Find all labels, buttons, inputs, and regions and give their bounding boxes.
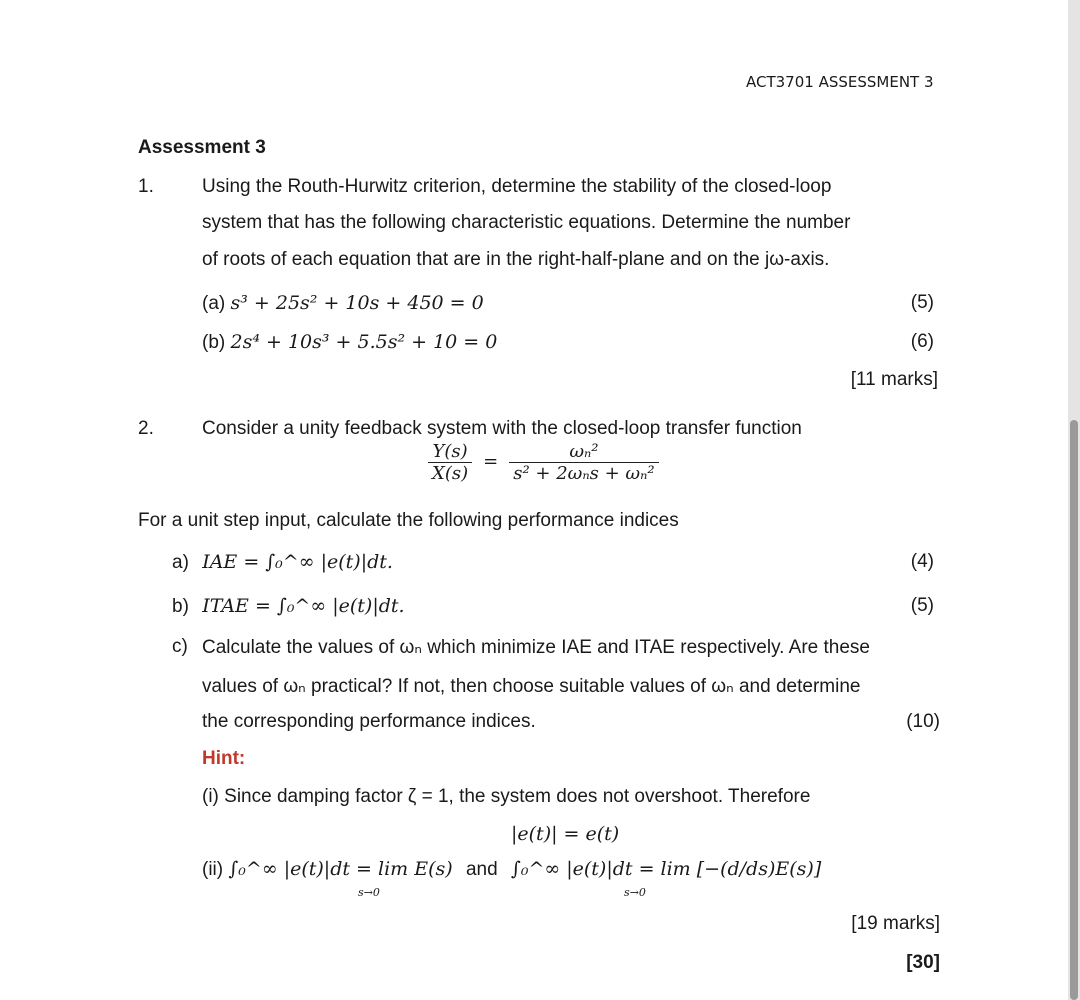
q1b-equation: 2s⁴ + 10s³ + 5.5s² + 10 = 0 — [230, 331, 498, 353]
q1-text-line2: system that has the following characteristic equations. Determine the number — [202, 212, 851, 233]
hint-ii-equation-1: ∫₀^∞ |e(t)|dt = lim E(s) — [228, 858, 453, 880]
q2a-item — [172, 551, 393, 574]
scrollbar-thumb[interactable] — [1070, 420, 1078, 1000]
q2-prompt: For a unit step input, calculate the following performance indices — [138, 510, 679, 531]
q1-text-line3: of roots of each equation that are in the right-half-plane and on the jω-axis. — [202, 249, 830, 270]
q2b-label: b) — [172, 596, 189, 617]
tf-lhs-denominator: X(s) — [432, 463, 469, 484]
hint-ii-label: (ii) — [202, 859, 224, 880]
q2-total-marks: [19 marks] — [851, 913, 940, 934]
q1a-label: (a) — [202, 293, 226, 314]
hint-ii-lim-subscript-1: s→0 — [358, 886, 380, 899]
q1b-item — [202, 331, 497, 354]
hint-ii — [202, 858, 821, 881]
tf-lhs-numerator: Y(s) — [428, 441, 472, 463]
q1b-marks: (6) — [910, 331, 934, 352]
q2b-item — [172, 595, 405, 618]
q1b-label: (b) — [202, 332, 226, 353]
transfer-function — [428, 441, 659, 484]
q2-intro: Consider a unity feedback system with the closed-loop transfer function — [202, 418, 802, 439]
q1a-equation: s³ + 25s² + 10s + 450 = 0 — [230, 292, 484, 314]
q1a-marks: (5) — [910, 292, 934, 313]
q2b-marks: (5) — [910, 595, 934, 616]
page-header: ACT3701 ASSESSMENT 3 — [746, 73, 934, 91]
hint-ii-equation-2: ∫₀^∞ |e(t)|dt = lim [−(d/ds)E(s)] — [510, 858, 822, 880]
assessment-title: Assessment 3 — [138, 137, 266, 158]
hint-i: (i) Since damping factor ζ = 1, the system does not overshoot. Therefore — [202, 786, 811, 807]
q2a-equation: IAE = ∫₀^∞ |e(t)|dt. — [202, 551, 393, 573]
q1-text-line1: Using the Routh-Hurwitz criterion, determine the stability of the closed-loop — [202, 176, 832, 197]
q1-total-marks: [11 marks] — [850, 369, 938, 390]
q2a-label: a) — [172, 552, 189, 573]
grand-total: [30] — [906, 952, 940, 973]
hint-i-equation: |e(t)| = e(t) — [511, 823, 620, 845]
tf-rhs-numerator: ωₙ² — [509, 441, 658, 463]
q2b-equation: ITAE = ∫₀^∞ |e(t)|dt. — [202, 595, 405, 617]
hint-ii-lim-subscript-2: s→0 — [624, 886, 646, 899]
tf-rhs-denominator: s² + 2ωₙs + ωₙ² — [513, 463, 655, 484]
tf-equals: = — [483, 451, 499, 473]
q1a-item — [202, 292, 484, 315]
q1-number: 1. — [138, 176, 154, 197]
q2c-line3: the corresponding performance indices. — [202, 711, 536, 732]
hint-label: Hint: — [202, 748, 246, 769]
q2c-line1: Calculate the values of ωₙ which minimize IAE and ITAE respectively. Are these — [202, 637, 870, 658]
q2a-marks: (4) — [910, 551, 934, 572]
hint-ii-and: and — [465, 859, 498, 880]
q2c-label: c) — [172, 636, 188, 657]
q2c-line2: values of ωₙ practical? If not, then choose suitable values of ωₙ and determine — [202, 676, 861, 697]
q2c-marks: (10) — [906, 711, 940, 732]
q2-number: 2. — [138, 418, 154, 439]
